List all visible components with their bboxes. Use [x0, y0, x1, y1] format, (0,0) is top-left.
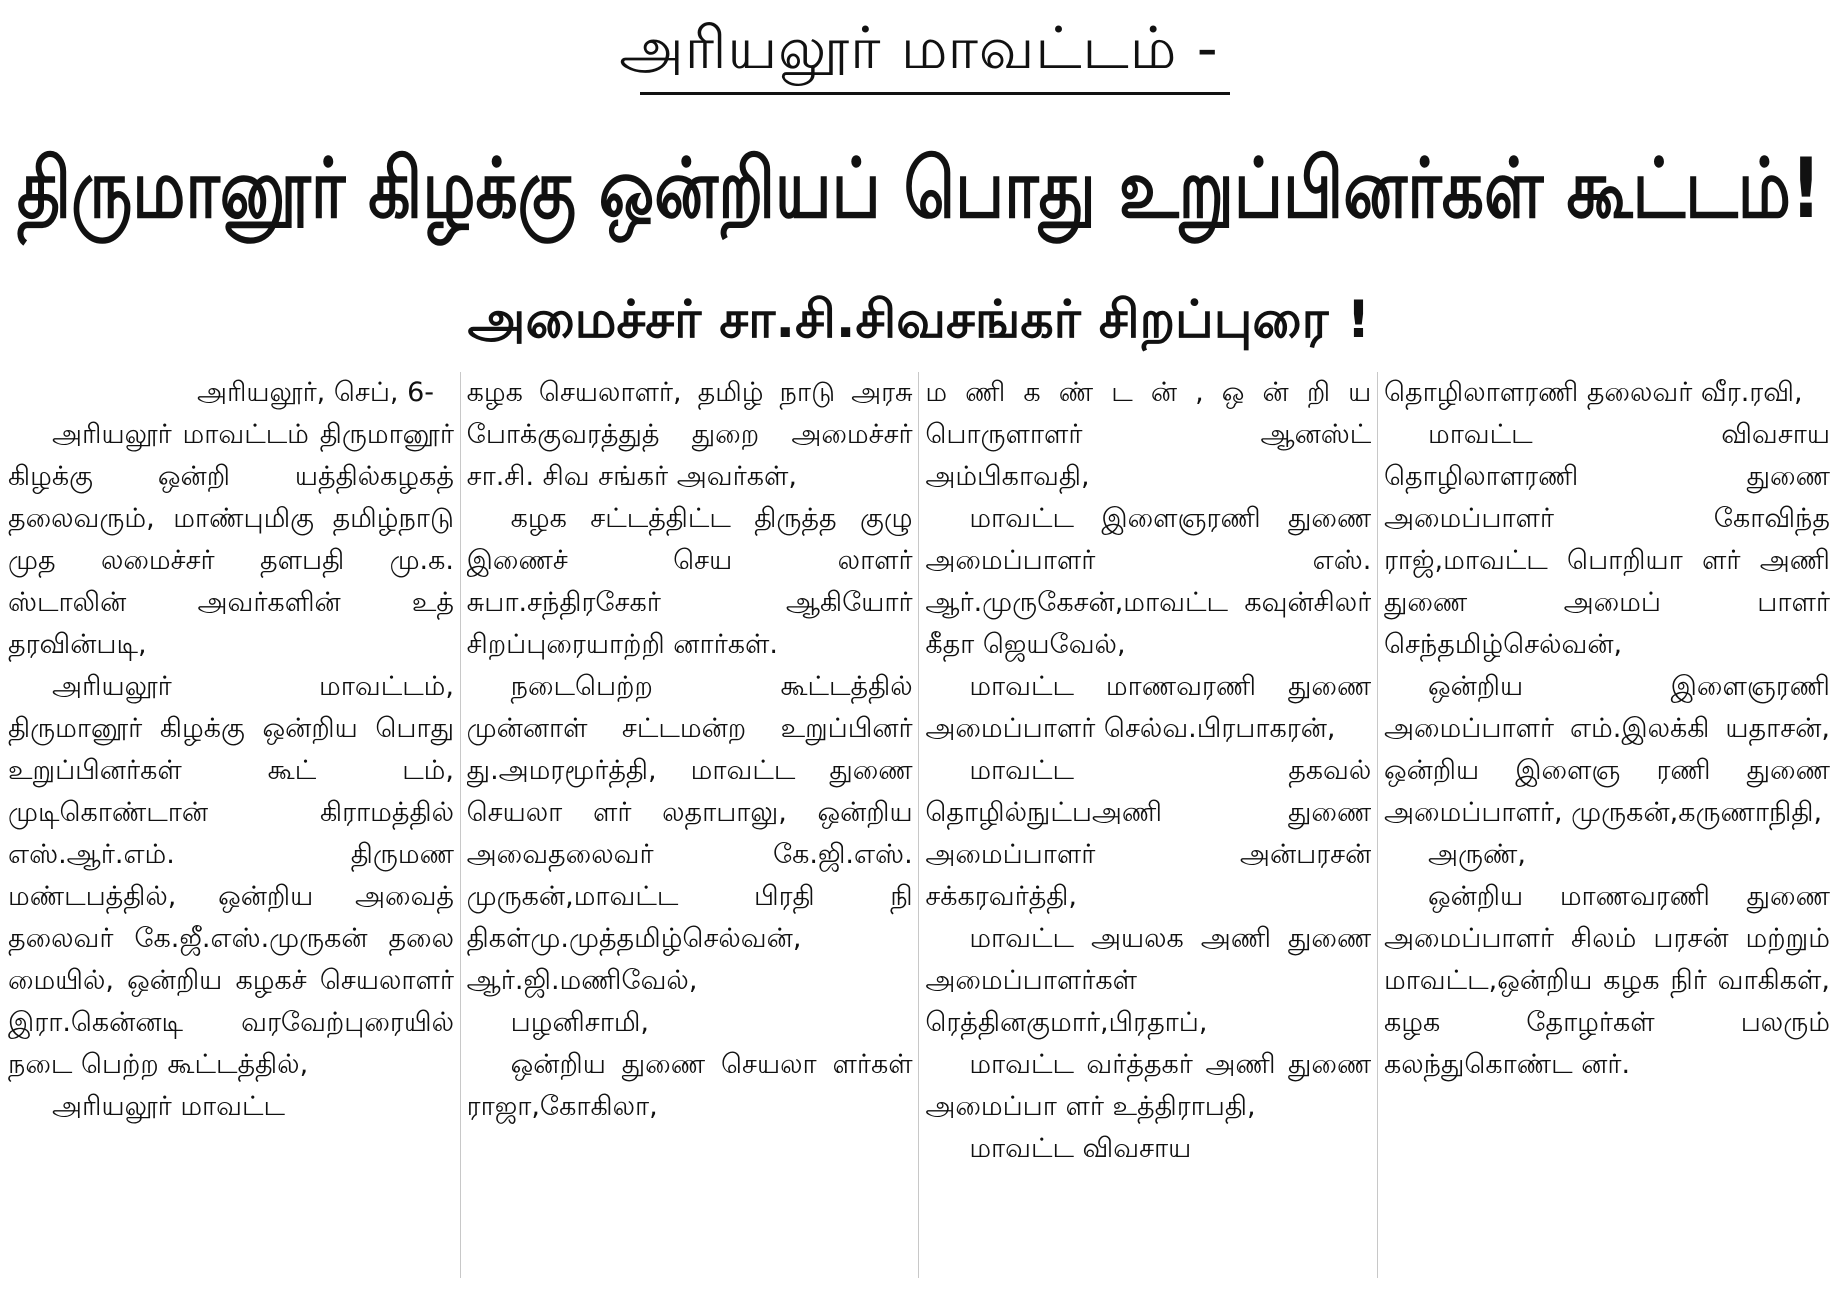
paragraph: மாவட்ட விவசாய தொழிலாளரணி துணை அமைப்பாளர் கோவிந்த ராஜ்,மாவட்ட பொறியா ளர் அணி துணை அமைப் பாளர் செந்தமிழ்செல்வன், [1383, 419, 1830, 660]
paragraph: ஒன்றிய இளைஞரணி அமைப்பாளர் எம்.இலக்கி யதாசன், ஒன்றிய இளைஞ ரணி துணை அமைப்பாளர், முருகன்,கருணாநிதி, [1383, 671, 1830, 828]
paragraph: மாவட்ட மாணவரணி துணை அமைப்பாளர் செல்வ.பிரபாகரன், [925, 671, 1372, 744]
column-divider [1377, 372, 1378, 1278]
paragraph: கழக சட்டத்திட்ட திருத்த குழு இணைச் செய லாளர் சுபா.சந்திரசேகர் ஆகியோர் சிறப்புரையாற்றி னார்கள். [466, 503, 913, 660]
paragraph: நடைபெற்ற கூட்டத்தில் முன்னாள் சட்டமன்ற உறுப்பினர் து.அமரமூர்த்தி, மாவட்ட துணை செயலா ளர் லதாபாலு, ஒன்றிய அவைதலைவர் கே.ஜி.எஸ். முருகன்,மாவட்ட பிரதி நி திகள்மு.முத்தமிழ்செல்வன், ஆர்.ஜி.மணிவேல், [466, 671, 913, 996]
kicker-underline [640, 92, 1230, 95]
paragraph: ஒன்றிய மாணவரணி துணை அமைப்பாளர் சிலம் பரசன் மற்றும் மாவட்ட,ஒன்றிய கழக நிர் வாகிகள், கழக தோழர்கள் பலரும் கலந்துகொண்ட னர். [1383, 881, 1830, 1080]
paragraph: அருண், [1427, 839, 1526, 870]
paragraph: அரியலூர் மாவட்டம், திருமானூர் கிழக்கு ஒன்றிய பொது உறுப்பினர்கள் கூட் டம், முடிகொண்டான் கிராமத்தில் எஸ்.ஆர்.எம். திருமண மண்டபத்தில், ஒன்றிய அவைத் தலைவர் கே.ஜீ.எஸ்.முருகன் தலை மையில், ஒன்றிய கழகச் செயலாளர் இரா.கென்னடி வரவேற்புரையில் நடை பெற்ற கூட்டத்தில், [8, 671, 454, 1080]
paragraph: மாவட்ட அயலக அணி துணை அமைப்பாளர்கள் ரெத்தினகுமார்,பிரதாப், [925, 923, 1372, 1038]
article-column-2 [467, 372, 913, 1278]
article-body [8, 372, 1830, 1278]
article-column-1 [8, 372, 454, 1278]
paragraph: ம ணி க ண் ட ன் , ஒ ன் றி ய பொருளாளர் ஆனஸ்ட் அம்பிகாவதி, [925, 377, 1372, 492]
article-kicker: அரியலூர் மாவட்டம் - [619, 14, 1219, 82]
paragraph: மாவட்ட விவசாய [969, 1133, 1192, 1164]
article-headline: திருமானூர் கிழக்கு ஒன்றியப் பொது உறுப்பினர்கள் கூட்டம்! [17, 140, 1821, 237]
dateline: அரியலூர், செப், 6- [196, 377, 434, 408]
column-divider [918, 372, 919, 1278]
paragraph: மாவட்ட இளைஞரணி துணை அமைப்பாளர் எஸ். ஆர்.முருகேசன்,மாவட்ட கவுன்சிலர் கீதா ஜெயவேல், [925, 503, 1372, 660]
paragraph: தொழிலாளரணி தலைவர் வீர.ரவி, [1383, 377, 1803, 408]
article-subheadline: அமைச்சர் சா.சி.சிவசங்கர் சிறப்புரை ! [467, 290, 1371, 350]
article-column-4 [1384, 372, 1830, 1278]
paragraph: கழக செயலாளர், தமிழ் நாடு அரசு போக்குவரத்துத் துறை அமைச்சர் சா.சி. சிவ சங்கர் அவர்கள், [466, 377, 913, 492]
paragraph: மாவட்ட தகவல் தொழில்நுட்பஅணி துணை அமைப்பாளர் அன்பரசன் சக்கரவர்த்தி, [925, 755, 1372, 912]
paragraph: மாவட்ட வர்த்தகர் அணி துணை அமைப்பா ளர் உத்திராபதி, [925, 1049, 1372, 1122]
column-divider [460, 372, 461, 1278]
article-column-3 [925, 372, 1371, 1278]
paragraph: அரியலூர் மாவட்ட [52, 1091, 285, 1122]
paragraph: பழனிசாமி, [510, 1007, 649, 1038]
paragraph: அரியலூர் மாவட்டம் திருமானூர் கிழக்கு ஒன்றி யத்தில்கழகத் தலைவரும், மாண்புமிகு தமிழ்நாடு முத லமைச்சர் தளபதி மு.க. ஸ்டாலின் அவர்களின் உத் தரவின்படி, [8, 419, 454, 660]
paragraph: ஒன்றிய துணை செயலா ளர்கள் ராஜா,கோகிலா, [466, 1049, 913, 1122]
